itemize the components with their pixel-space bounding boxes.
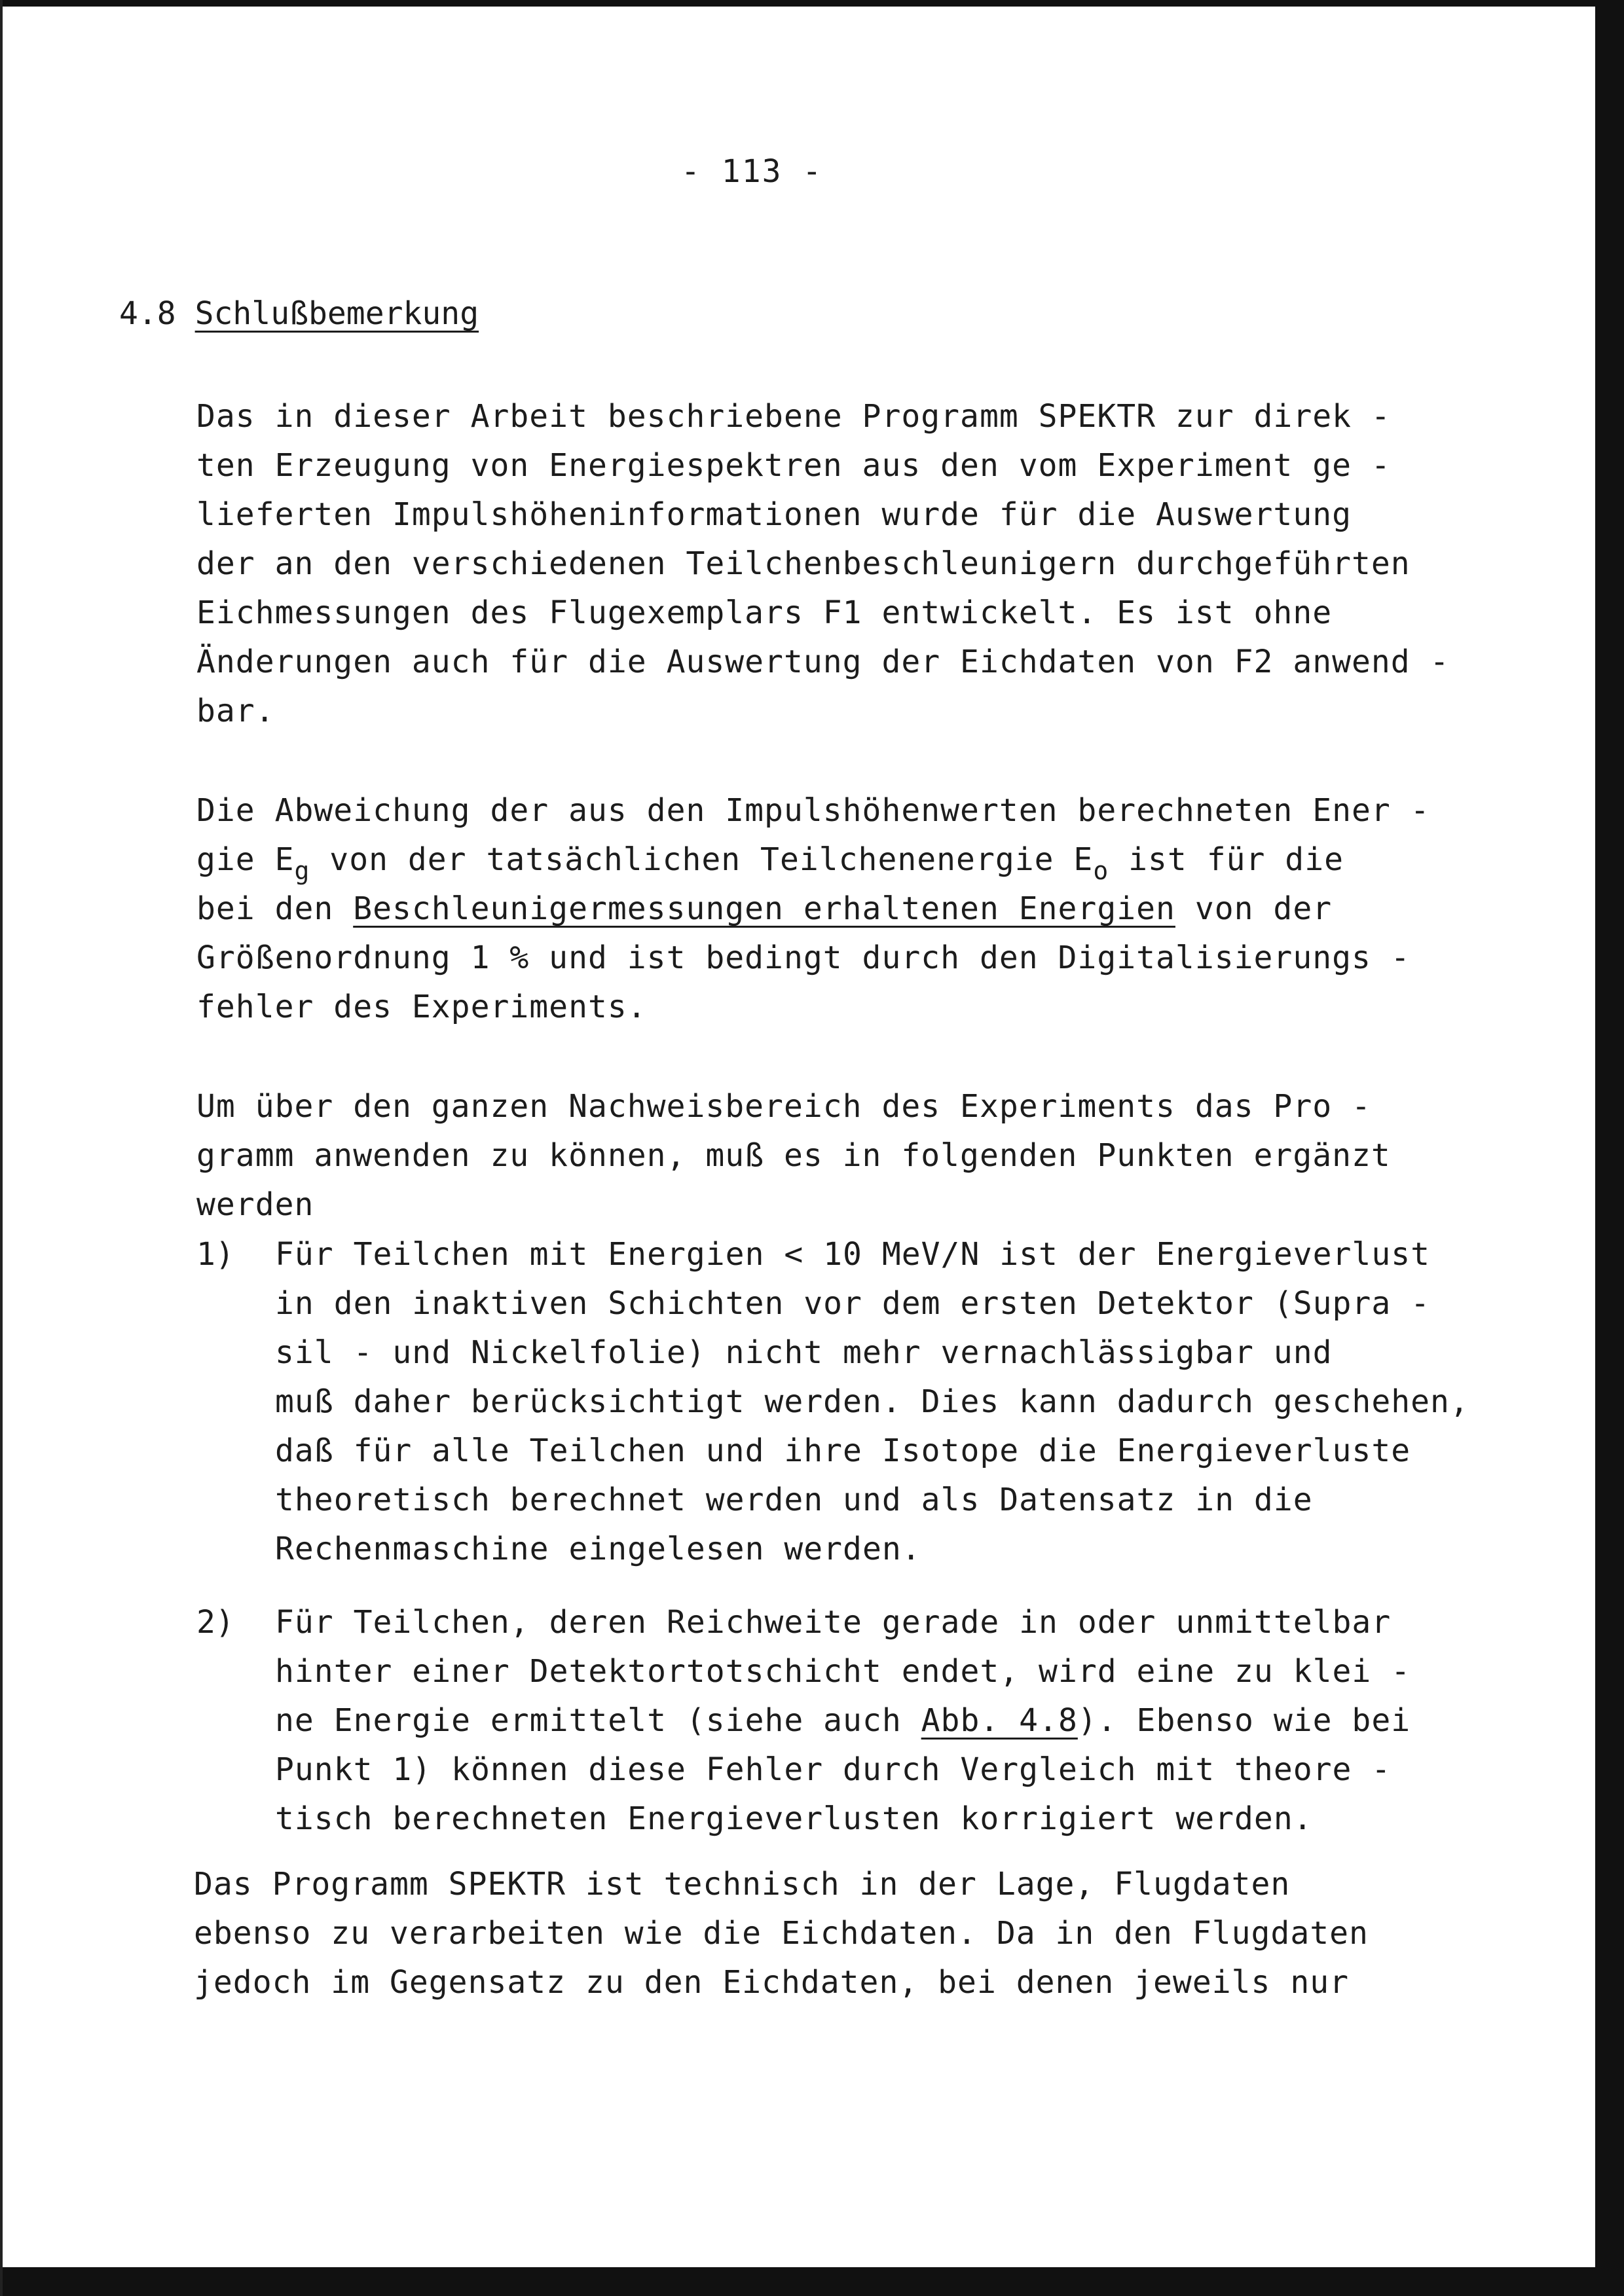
- text-line: Änderungen auch für die Auswertung der Eichdaten von F2 anwend -: [196, 644, 1450, 680]
- text-line: in den inaktiven Schichten vor dem ersten Detektor (Supra -: [275, 1285, 1431, 1322]
- section-title: Schlußbemerkung: [194, 295, 479, 332]
- text-line: jedoch im Gegensatz zu den Eichdaten, bei denen jeweils nur: [194, 1964, 1350, 2001]
- text-line: bar.: [196, 693, 275, 729]
- text-line: theoretisch berechnet werden und als Datensatz in die: [275, 1482, 1313, 1518]
- scan-border-bottom: [0, 2267, 1624, 2296]
- text-line: fehler des Experiments.: [196, 989, 647, 1025]
- text-line: lieferten Impulshöheninformationen wurde für die Auswertung: [196, 496, 1352, 533]
- list-label: 1): [196, 1236, 234, 1273]
- text-line: Für Teilchen, deren Reichweite gerade in oder unmittelbar: [275, 1604, 1392, 1641]
- section-number: 4.8: [119, 295, 176, 332]
- list-label: 2): [196, 1604, 234, 1641]
- text-line: werden: [196, 1186, 314, 1223]
- text-line: bei den Beschleunigermessungen erhaltenen Energien von der: [196, 890, 1333, 927]
- subscript-o: o: [1093, 856, 1109, 885]
- text-line: daß für alle Teilchen und ihre Isotope die Energieverluste: [275, 1432, 1411, 1469]
- text-line: Um über den ganzen Nachweisbereich des Experiments das Pro -: [196, 1088, 1371, 1125]
- section-heading: [119, 293, 479, 334]
- text-line: Punkt 1) können diese Fehler durch Vergleich mit theore -: [275, 1751, 1392, 1788]
- text-line: Die Abweichung der aus den Impulshöhenwerten berechneten Ener -: [196, 792, 1430, 829]
- text-line: hinter einer Detektortotschicht endet, wird eine zu klei -: [275, 1653, 1411, 1690]
- text-line: ne Energie ermittelt (siehe auch Abb. 4.8). Ebenso wie bei: [275, 1702, 1411, 1739]
- text-line: Für Teilchen mit Energien < 10 MeV/N ist der Energieverlust: [275, 1236, 1431, 1273]
- scan-border-top: [0, 0, 1624, 7]
- text-line: Eichmessungen des Flugexemplars F1 entwickelt. Es ist ohne: [196, 594, 1333, 631]
- page-number: - 113 -: [681, 153, 823, 190]
- text-line: Größenordnung 1 % und ist bedingt durch den Digitalisierungs -: [196, 939, 1411, 976]
- text-line: muß daher berücksichtigt werden. Dies kann dadurch geschehen,: [275, 1383, 1469, 1420]
- text-line: tisch berechneten Energieverlusten korrigiert werden.: [275, 1800, 1313, 1837]
- text-line: Das in dieser Arbeit beschriebene Programm SPEKTR zur direk -: [196, 398, 1391, 435]
- text-line: gramm anwenden zu können, muß es in folgenden Punkten ergänzt: [196, 1137, 1391, 1174]
- text-line: ebenso zu verarbeiten wie die Eichdaten. Da in den Flugdaten: [194, 1915, 1369, 1952]
- scan-border-left: [0, 0, 3, 2296]
- underlined-phrase: Beschleunigermessungen erhaltenen Energien: [353, 890, 1175, 927]
- text-line: gie $E_g$ von der tatsächlichen Teilchenenergie $E_o$ ist für die: [196, 841, 1344, 885]
- subscript-g: g: [294, 856, 310, 885]
- text-line: sil - und Nickelfolie) nicht mehr vernachlässigbar und: [275, 1334, 1333, 1371]
- text-line: ten Erzeugung von Energiespektren aus den vom Experiment ge -: [196, 447, 1391, 484]
- text-line: Das Programm SPEKTR ist technisch in der Lage, Flugdaten: [194, 1866, 1291, 1903]
- text-line: Rechenmaschine eingelesen werden.: [275, 1531, 921, 1567]
- scan-border-right: [1595, 0, 1624, 2296]
- text-line: der an den verschiedenen Teilchenbeschleunigern durchgeführten: [196, 545, 1411, 582]
- figure-reference: Abb. 4.8: [921, 1702, 1078, 1739]
